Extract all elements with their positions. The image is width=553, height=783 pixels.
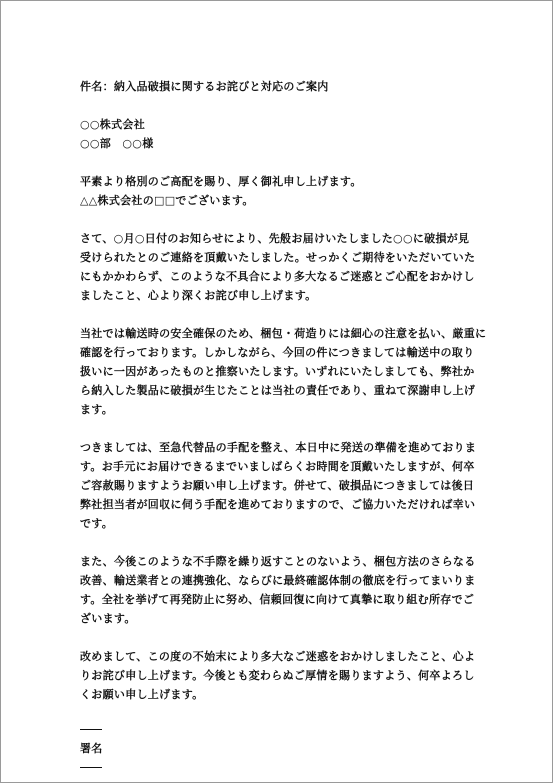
paragraph-line: 受けられたとのご連絡を頂戴いたしました。せっかくご期待をいただいていた (80, 251, 476, 264)
paragraph-line: ざいます。 (80, 612, 136, 625)
paragraph-closing (80, 647, 500, 704)
paragraph-line: ら納入した製品に破損が生じたことは当社の責任であり、重ねて深謝申し上げ (80, 384, 476, 397)
paragraph-line: す。全社を挙げて再発防止に努め、信頼回復に向けて真摯に取り組む所存でご (80, 593, 475, 606)
paragraph-line: 弊社担当者が回収に伺う手配を進めておりますので、ご協力いただければ幸い (80, 498, 476, 511)
recipient-person: ○○部 ○○様 (80, 137, 154, 150)
paragraph-line: 当社では輸送時の安全確保のため、梱包・荷造りには細心の注意を払い、厳重に (80, 327, 487, 340)
paragraph-line: す。お手元にお届けできるまでいましばらくお時間を頂戴いたしますが、何卒 (80, 460, 475, 473)
paragraph-line: にもかかわらず、このような不具合により多大なるご迷惑とご心配をおかけし (80, 270, 475, 283)
paragraph-line: 扱いに一因があったものと推察いたします。いずれにいたしましても、弊社か (80, 365, 475, 378)
paragraph-prevention (80, 552, 500, 628)
paragraph-line: さて、○月○日付のお知らせにより、先般お届けいたしました○○に破損が見 (80, 232, 470, 245)
letter-body (80, 77, 500, 777)
paragraph-response (80, 438, 500, 533)
paragraph-line: りお詫び申し上げます。今後とも変わらぬご厚情を賜りますよう、何卒よろし (80, 669, 475, 682)
paragraph-line: です。 (80, 517, 114, 530)
paragraph-line: 改めまして、この度の不始末により多大なご迷惑をおかけしましたこと、心よ (80, 650, 476, 663)
paragraph-apology (80, 229, 500, 305)
recipient-company: ○○株式会社 (80, 118, 145, 131)
paragraph-line: くお願い申し上げます。 (80, 688, 204, 701)
subject-line: 件名：納入品破損に関するお詫びと対応のご案内 (80, 80, 329, 93)
paragraph-cause (80, 324, 500, 419)
paragraph-greeting (80, 172, 500, 210)
paragraph-line: 平素より格別のご高配を賜り、厚く御礼申し上げます。 (80, 175, 362, 188)
signature-rule-top (80, 729, 102, 730)
paragraph-line: ましたこと、心より深くお詫び申し上げます。 (80, 289, 317, 302)
paragraph-line: 確認を行っております。しかしながら、今回の件につきましては輸送中の取り (80, 346, 475, 359)
signature-rule-bottom (80, 767, 102, 768)
paragraph-line: また、今後このような不手際を繰り返すことのないよう、梱包方法のさらなる (80, 555, 476, 568)
signature-label: 署名 (80, 742, 103, 755)
paragraph-line: つきましては、至急代替品の手配を整え、本日中に発送の準備を進めておりま (80, 441, 477, 454)
paragraph-line: ます。 (80, 403, 114, 416)
paragraph-line: ご容赦賜りますようお願い申し上げます。併せて、破損品につきましては後日 (80, 479, 475, 492)
paragraph-line: △△株式会社の□□でございます。 (80, 194, 254, 207)
paragraph-line: 改善、輸送業者との連携強化、ならびに最終確認体制の徹底を行ってまいりま (80, 574, 476, 587)
